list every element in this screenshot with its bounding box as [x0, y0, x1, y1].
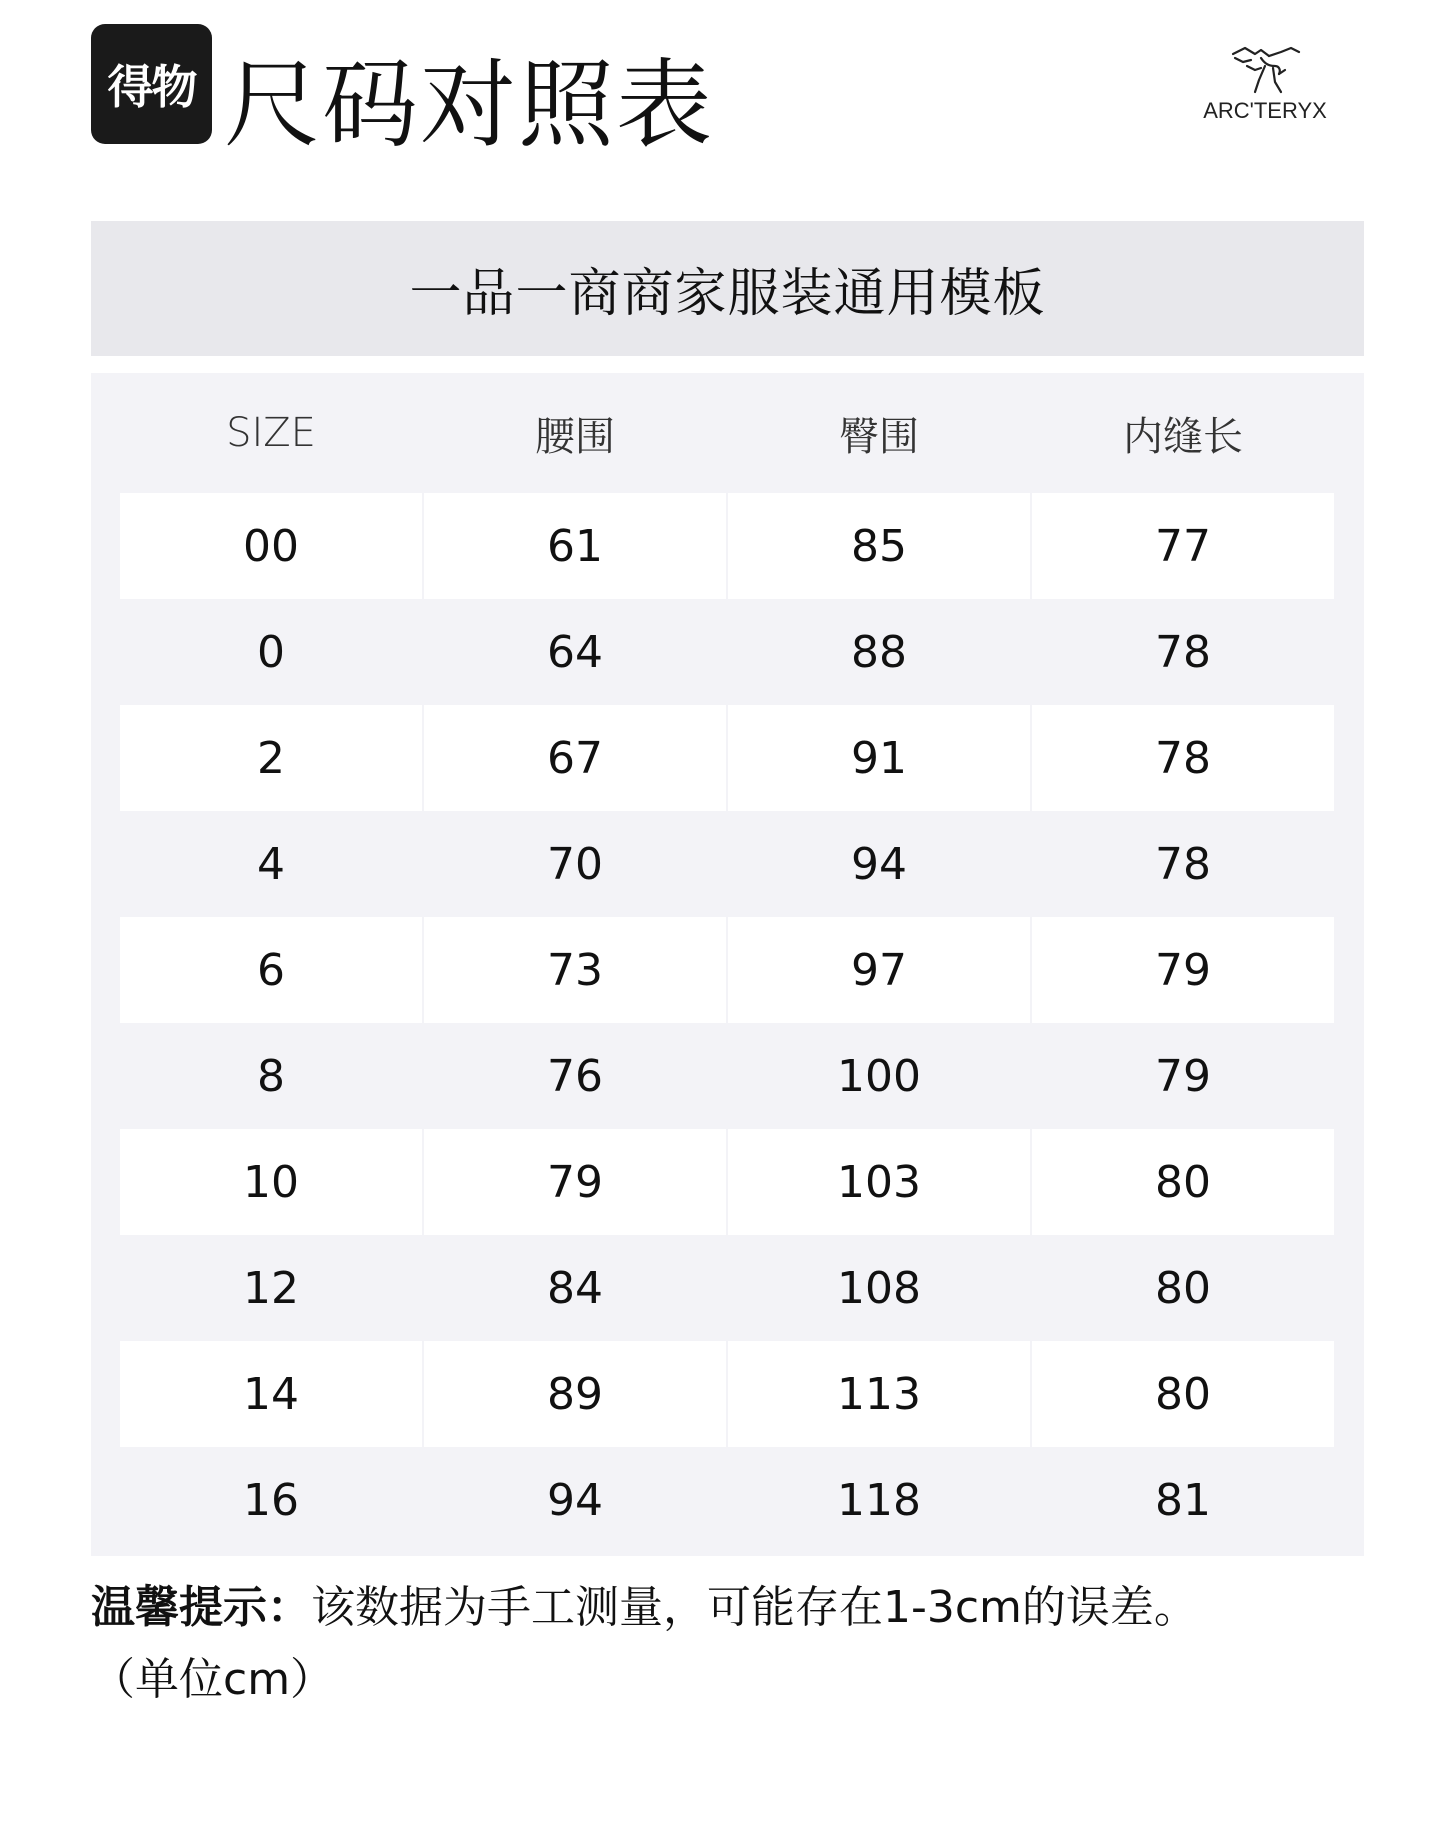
cell-hip: 103 [728, 1129, 1030, 1235]
table-row [120, 1023, 1334, 1129]
table-row [120, 811, 1334, 917]
brand-name: ARC'TERYX [1203, 98, 1327, 123]
footnote-unit: （单位cm） [91, 1654, 335, 1705]
cell-size: 00 [120, 493, 422, 599]
cell-hip: 94 [851, 838, 907, 890]
cell-inseam: 79 [1155, 1050, 1211, 1102]
cell-waist: 94 [547, 1474, 603, 1526]
dewu-logo-text: 得物 [107, 60, 196, 114]
cell-size: 16 [243, 1474, 299, 1526]
cell-waist: 64 [547, 626, 603, 678]
cell-waist: 61 [424, 493, 726, 599]
page-title: 尺码对照表 [224, 49, 714, 161]
footnote-line-1 [91, 1572, 1391, 1644]
cell-waist: 70 [547, 838, 603, 890]
cell-inseam: 80 [1032, 1129, 1334, 1235]
cell-inseam: 78 [1155, 838, 1211, 890]
table-body [120, 493, 1334, 1553]
cell-inseam: 80 [1155, 1262, 1211, 1314]
footnote-text: 该数据为手工测量，可能存在1-3cm的误差。 [311, 1582, 1198, 1633]
cell-waist: 89 [424, 1341, 726, 1447]
table-row [120, 705, 1334, 811]
size-table [91, 373, 1364, 1556]
archaeopteryx-icon [1225, 40, 1305, 96]
cell-inseam: 80 [1032, 1341, 1334, 1447]
footnote [91, 1572, 1391, 1716]
cell-inseam: 77 [1032, 493, 1334, 599]
cell-hip: 108 [837, 1262, 921, 1314]
cell-hip: 91 [728, 705, 1030, 811]
cell-inseam: 81 [1155, 1474, 1211, 1526]
cell-hip: 85 [728, 493, 1030, 599]
cell-size: 12 [243, 1262, 299, 1314]
brand-logo [1190, 40, 1340, 130]
cell-waist: 67 [424, 705, 726, 811]
cell-size: 2 [120, 705, 422, 811]
cell-size: 10 [120, 1129, 422, 1235]
subtitle: 一品一商商家服装通用模板 [409, 264, 1046, 324]
table-row [120, 493, 1334, 599]
cell-hip: 118 [837, 1474, 921, 1526]
cell-size: 4 [257, 838, 285, 890]
cell-waist: 84 [547, 1262, 603, 1314]
cell-waist: 76 [547, 1050, 603, 1102]
cell-waist: 73 [424, 917, 726, 1023]
cell-size: 0 [257, 626, 285, 678]
subtitle-bar [91, 221, 1364, 356]
cell-hip: 88 [851, 626, 907, 678]
column-header-size: SIZE [226, 410, 316, 456]
header [0, 0, 1443, 190]
footnote-label: 温馨提示： [91, 1582, 311, 1633]
table-row [120, 1129, 1334, 1235]
dewu-logo [91, 24, 212, 144]
cell-hip: 97 [728, 917, 1030, 1023]
cell-size: 8 [257, 1050, 285, 1102]
cell-waist: 79 [424, 1129, 726, 1235]
column-header-waist: 腰围 [535, 413, 615, 460]
table-row [120, 1341, 1334, 1447]
cell-hip: 113 [728, 1341, 1030, 1447]
table-row [120, 1447, 1334, 1553]
cell-size: 6 [120, 917, 422, 1023]
table-row [120, 917, 1334, 1023]
column-header-inseam: 内缝长 [1123, 413, 1243, 460]
table-row [120, 1235, 1334, 1341]
cell-hip: 100 [837, 1050, 921, 1102]
cell-inseam: 78 [1032, 705, 1334, 811]
column-header-hip: 臀围 [839, 413, 919, 460]
cell-inseam: 78 [1155, 626, 1211, 678]
table-header [120, 373, 1334, 493]
cell-size: 14 [120, 1341, 422, 1447]
cell-inseam: 79 [1032, 917, 1334, 1023]
table-row [120, 599, 1334, 705]
